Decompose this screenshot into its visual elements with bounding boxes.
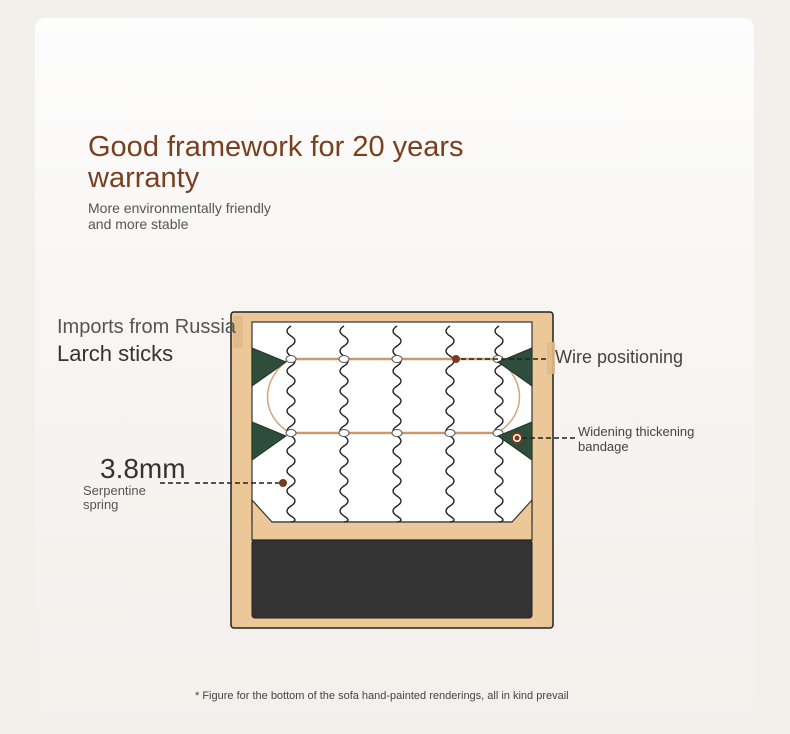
wire-marker-dot xyxy=(452,355,460,363)
bandage-label: Widening thickening bandage xyxy=(578,424,695,454)
wire-label: Wire positioning xyxy=(555,347,684,367)
page-subtitle: More environmentally friendly and more stable xyxy=(88,200,271,232)
spring-panel xyxy=(252,322,532,522)
imports-label: Imports from Russia xyxy=(57,316,236,338)
gauge-label: 3.8mm xyxy=(100,453,186,484)
footnote: * Figure for the bottom of the sofa hand-painted renderings, all in kind prevail xyxy=(195,690,569,702)
bandage-marker-dot xyxy=(515,436,520,441)
base-panel xyxy=(252,540,532,618)
clip xyxy=(445,430,455,437)
clip xyxy=(286,430,296,437)
clip xyxy=(392,356,402,363)
clip xyxy=(339,356,349,363)
page-title: Good framework for 20 years warranty xyxy=(88,131,464,194)
serpentine-label: Serpentine spring xyxy=(83,483,146,512)
larch-label: Larch sticks xyxy=(57,341,174,366)
clip xyxy=(339,430,349,437)
clip xyxy=(392,430,402,437)
clip xyxy=(286,356,296,363)
larch-tab-right xyxy=(547,342,555,374)
spring-marker-dot xyxy=(279,479,287,487)
